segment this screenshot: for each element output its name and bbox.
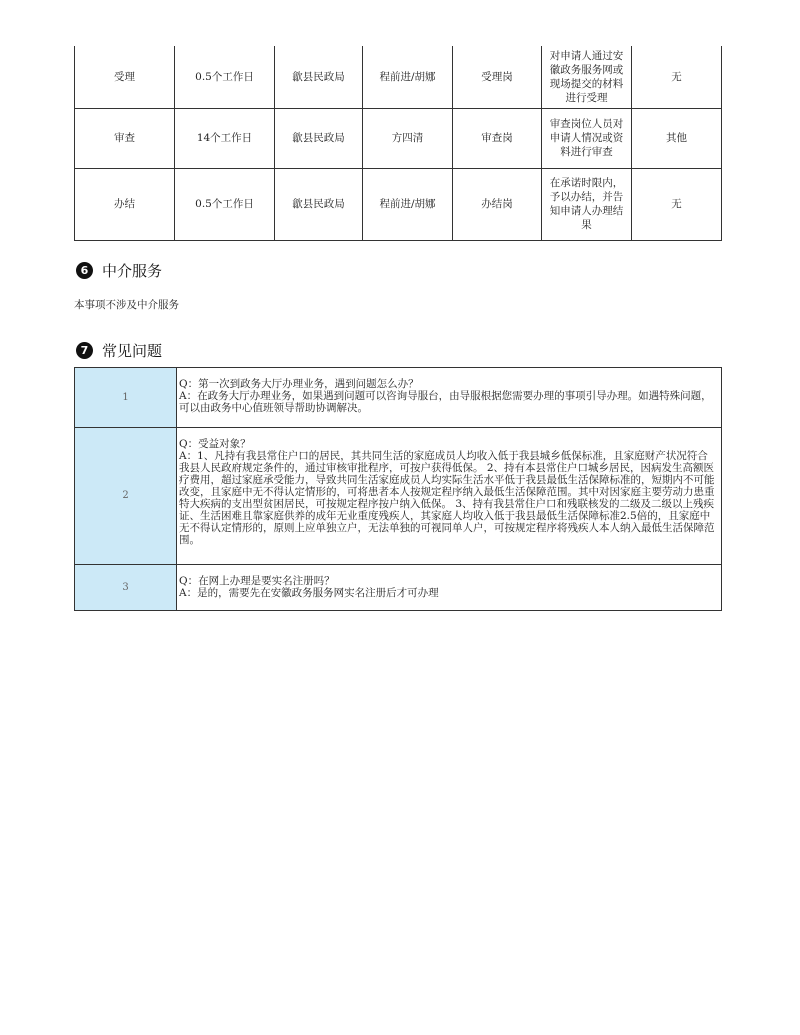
process-step: 受理 — [75, 46, 175, 108]
process-post: 审查岗 — [453, 108, 542, 168]
process-step: 审查 — [75, 108, 175, 168]
faq-question: Q：受益对象？ — [179, 438, 251, 450]
faq-title: 常见问题 — [102, 342, 163, 360]
table-row — [75, 108, 722, 168]
process-time-limit: 14个工作日 — [175, 108, 275, 168]
faq-question: Q：在网上办理是要实名注册吗？ — [179, 575, 335, 587]
process-standard: 对申请人通过安徽政务服务网或现场提交的材料进行受理 — [542, 46, 632, 108]
process-result: 无 — [632, 46, 722, 108]
process-unit: 歙县民政局 — [275, 46, 363, 108]
process-step: 办结 — [75, 168, 175, 240]
faq-question: Q：第一次到政务大厅办理业务，遇到问题怎么办？ — [179, 378, 419, 390]
faq-number: 2 — [75, 428, 177, 565]
faq-number: 3 — [75, 565, 177, 611]
intermediary-heading — [76, 260, 162, 281]
process-person: 方四清 — [363, 108, 453, 168]
intermediary-text: 本事项不涉及中介服务 — [74, 299, 179, 311]
table-row — [75, 168, 722, 240]
process-result: 无 — [632, 168, 722, 240]
process-unit: 歙县民政局 — [275, 108, 363, 168]
process-standard: 审查岗位人员对申请人情况或资料进行审查 — [542, 108, 632, 168]
faq-row — [75, 565, 722, 611]
process-table — [74, 46, 722, 241]
process-person: 程前进/胡娜 — [363, 168, 453, 240]
faq-answer: A：1、凡持有我县常住户口的居民，其共同生活的家庭成员人均收入低于我县城乡低保标准，且家庭财产状况符合我县人民政府规定条件的，通过审核审批程序，可按户获得低保。 2、持有本县常住户口城乡居民，因病发生高额医疗费用，超过家庭承受能力，导致共同生活家庭成员人均实际生活水平低于我县最低生活保障标准的，短期内不可能改变，且家庭中无不得认定情形的，可将患者本人按规定程序纳入最低生活保障范围。其中对因家庭主要劳动力患重特大疾病的支出型贫困居民，可按规定程序按户纳入低保。 3、持有我县常住户口和残联核发的二级及二级以上残疾证、生活困难且靠家庭供养的成年无业重度残疾人，其家庭人均收入低于我县最低生活保障标准2.5倍的，且家庭中无不得认定情形的，原则上应单独立户，无法单独的可视同单人户，可按规定程序将残疾人本人纳入最低生活保障范围。 — [179, 450, 715, 546]
process-person: 程前进/胡娜 — [363, 46, 453, 108]
faq-content — [177, 428, 722, 565]
process-unit: 歙县民政局 — [275, 168, 363, 240]
process-post: 受理岗 — [453, 46, 542, 108]
faq-row — [75, 368, 722, 428]
faq-table — [74, 367, 722, 611]
section-number-icon: 6 — [76, 262, 93, 279]
faq-content — [177, 368, 722, 428]
process-result: 其他 — [632, 108, 722, 168]
process-post: 办结岗 — [453, 168, 542, 240]
process-time-limit: 0.5个工作日 — [175, 46, 275, 108]
faq-answer: A：是的，需要先在安徽政务服务网实名注册后才可办理 — [179, 587, 439, 599]
faq-number: 1 — [75, 368, 177, 428]
table-row — [75, 46, 722, 108]
faq-heading — [76, 340, 162, 361]
process-standard: 在承诺时限内，予以办结，并告知申请人办理结果 — [542, 168, 632, 240]
process-time-limit: 0.5个工作日 — [175, 168, 275, 240]
faq-row — [75, 428, 722, 565]
intermediary-title: 中介服务 — [102, 262, 163, 280]
faq-answer: A：在政务大厅办理业务，如果遇到问题可以咨询导服台，由导服根据您需要办理的事项引导办理。如遇特殊问题，可以由政务中心值班领导帮助协调解决。 — [179, 390, 712, 414]
section-number-icon: 7 — [76, 342, 93, 359]
faq-content — [177, 565, 722, 611]
